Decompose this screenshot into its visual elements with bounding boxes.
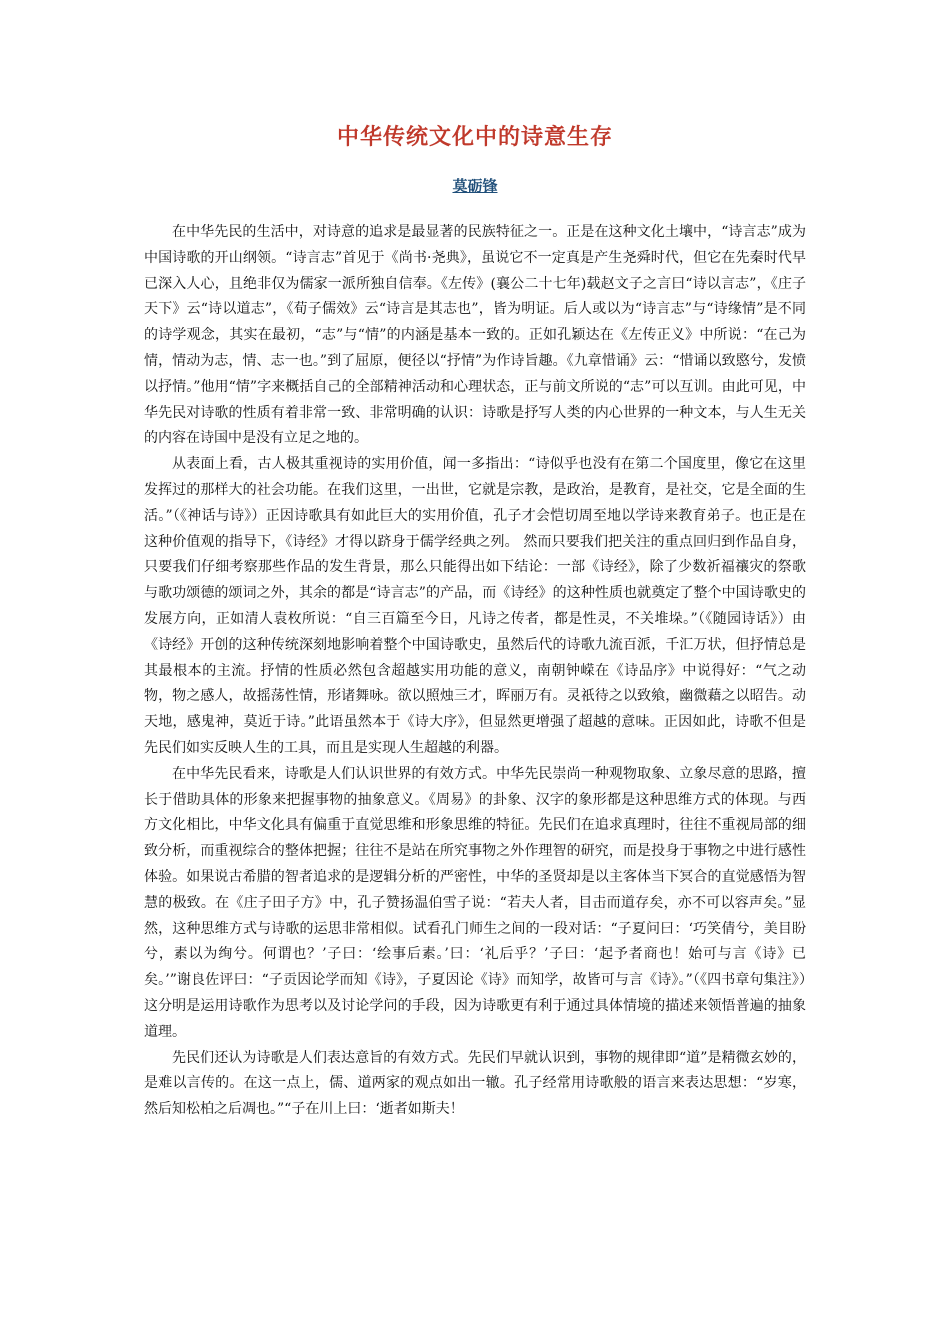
paragraph-2: 从表面上看，古人极其重视诗的实用价值，闻一多指出：“诗似乎也没有在第二个国度里，像它在这里发挥过的那样大的社会功能。在我们这里，一出世，它就是宗教，是政治，是教育，是社交，它是全面的生活。”（《神话与诗》）正因诗歌具有如此巨大的实用价值，孔子才会恺切周至地以学诗来教育弟子。也正是在这种价值观的指导下，《诗经》才得以跻身于儒学经典之列。 然而只要我们把关注的重点回归到作品自身，只要我们仔细考察那些作品的发生背景，那么只能得出如下结论：一部《诗经》，除了少数祈福禳灾的祭歌与歌功颂德的颂词之外，其余的都是“诗言志”的产品，而《诗经》的这种性质也就奠定了整个中国诗歌史的发展方向，正如清人袁枚所说：“自三百篇至今日，凡诗之传者，都是性灵，不关堆垛。”（《随园诗话》）由《诗经》开创的这种传统深刻地影响着整个中国诗歌史，虽然后代的诗歌九流百派，千汇万状，但抒情总是其最根本的主流。抒情的性质必然包含超越实用功能的意义，南朝钟嵘在《诗品序》中说得好：“气之动物，物之感人，故摇荡性情，形诸舞咏。欲以照烛三才，晖丽万有。灵祇待之以致飨，幽微藉之以昭告。动天地，感鬼神，莫近于诗。”此语虽然本于《诗大序》，但显然更增强了超越的意味。正因如此，诗歌不但是先民们如实反映人生的工具，而且是实现人生超越的利器。: [144, 456, 806, 756]
author-name: 莫砺锋: [452, 177, 498, 195]
paragraph-3: 在中华先民看来，诗歌是人们认识世界的有效方式。中华先民崇尚一种观物取象、立象尽意的思路，擅长于借助具体的形象来把握事物的抽象意义。《周易》的卦象、汉字的象形都是这种思维方式的体现。与西方文化相比，中华文化具有偏重于直觉思维和形象思维的特征。先民们在追求真理时，往往不重视局部的细致分析，而重视综合的整体把握；往往不是站在所究事物之外作理智的研究，而是投身于事物之中进行感性体验。如果说古希腊的智者追求的是逻辑分析的严密性，中华的圣贤却是以主客体当下冥合的直觉感悟为智慧的极致。在《庄子田子方》中，孔子赞扬温伯雪子说：“若夫人者，目击而道存矣，亦不可以容声矣。”显然，这种思维方式与诗歌的运思非常相似。试看孔门师生之间的一段对话：“子夏问曰：‘巧笑倩兮，美目盼兮，素以为绚兮。何谓也？’子曰：‘绘事后素。’曰：‘礼后乎？’子曰：‘起予者商也！始可与言《诗》已矣。’”谢良佐评曰：“子贡因论学而知《诗》，子夏因论《诗》而知学，故皆可与言《诗》。”（《四书章句集注》）这分明是运用诗歌作为思考以及讨论学问的手段，因为诗歌更有利于通过具体情境的描述来领悟普遍的抽象道理。: [144, 765, 806, 1040]
document-title: 中华传统文化中的诗意生存: [336, 125, 613, 150]
document-body: [144, 220, 806, 1123]
paragraph-1: 在中华先民的生活中，对诗意的追求是最显著的民族特征之一。正是在这种文化土壤中，“诗言志”成为中国诗歌的开山纲领。“诗言志”首见于《尚书·尧典》，虽说它不一定真是产生尧舜时代，但它在先秦时代早已深入人心，且绝非仅为儒家一派所独自信奉。《左传》(襄公二十七年)载赵文子之言曰“诗以言志”，《庄子天下》云“诗以道志”，《荀子儒效》云“诗言是其志也”，皆为明证。后人或以为“诗言志”与“诗缘情”是不同的诗学观念，其实在最初，“志”与“情”的内涵是基本一致的。正如孔颖达在《左传正义》中所说：“在己为情，情动为志，情、志一也。”到了屈原，便径以“抒情”为作诗旨趣。《九章惜诵》云：“惜诵以致愍兮，发愤以抒情。”他用“情”字来概括自己的全部精神活动和心理状态，正与前文所说的“志”可以互训。由此可见，中华先民对诗歌的性质有着非常一致、非常明确的认识：诗歌是抒写人类的内心世界的一种文本，与人生无关的内容在诗国中是没有立足之地的。: [144, 224, 806, 447]
paragraph-4: 先民们还认为诗歌是人们表达意旨的有效方式。先民们早就认识到，事物的规律即“道”是精微玄妙的，是难以言传的。在这一点上，儒、道两家的观点如出一辙。孔子经常用诗歌般的语言来表达思想：“岁寒，然后知松柏之后凋也。”“子在川上曰：‘逝者如斯夫！: [144, 1049, 806, 1118]
document-author: [0, 176, 950, 196]
